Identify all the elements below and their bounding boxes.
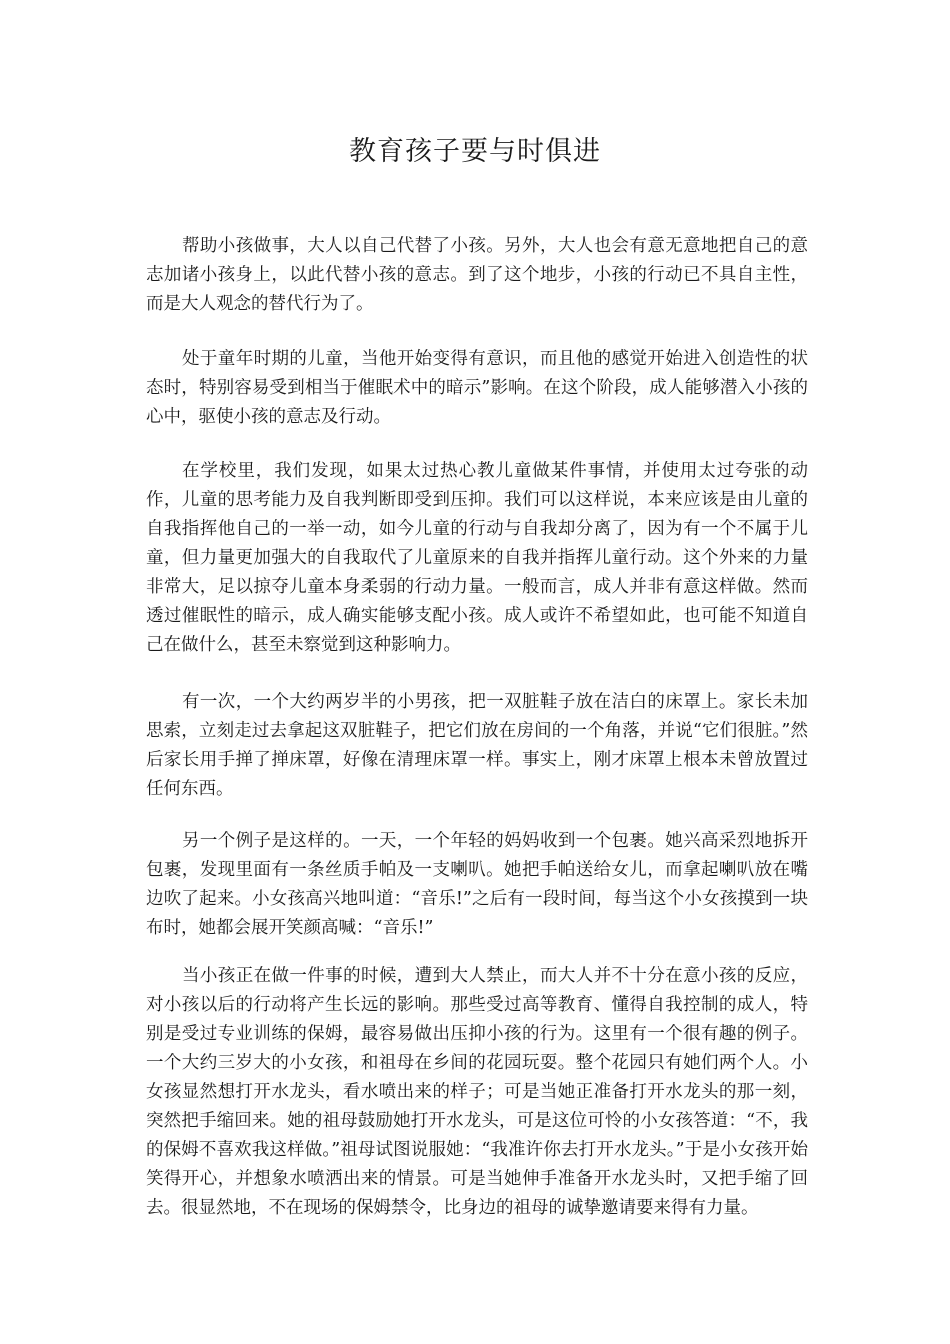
paragraph-4: 有一次，一个大约两岁半的小男孩，把一双脏鞋子放在洁白的床罩上。家长未加思索，立刻走过去拿起这双脏鞋子，把它们放在房间的一个角落，并说“它们很脏。”然后家长用手掸了掸床罩，好像在清理床罩一样。事实上，刚才床罩上根本未曾放置过任何东西。: [146, 692, 808, 799]
paragraph-2: 处于童年时期的儿童，当他开始变得有意识，而且他的感觉开始进入创造性的状态时，特别容易受到相当于催眠术中的暗示”影响。在这个阶段，成人能够潜入小孩的心中，驱使小孩的意志及行动。: [146, 349, 808, 427]
paragraph-3: 在学校里，我们发现，如果太过热心教儿童做某件事情，并使用太过夸张的动作，儿童的思考能力及自我判断即受到压抑。我们可以这样说，本来应该是由儿童的自我指挥他自己的一举一动，如今儿童的行动与自我却分离了，因为有一个不属于儿童，但力量更加强大的自我取代了儿童原来的自我并指挥儿童行动。这个外来的力量非常大，足以掠夺儿童本身柔弱的行动力量。一般而言，成人并非有意这样做。然而透过催眠性的暗示，成人确实能够支配小孩。成人或许不希望如此，也可能不知道自己在做什么，甚至未察觉到这种影响力。: [146, 461, 808, 655]
paragraph-6: 当小孩正在做一件事的时候，遭到大人禁止，而大人并不十分在意小孩的反应，对小孩以后的行动将产生长远的影响。那些受过高等教育、懂得自我控制的成人，特别是受过专业训练的保姆，最容易做出压抑小孩的行为。这里有一个很有趣的例子。一个大约三岁大的小女孩，和祖母在乡间的花园玩耍。整个花园只有她们两个人。小女孩显然想打开水龙头，看水喷出来的样子；可是当她正准备打开水龙头的那一刻，突然把手缩回来。她的祖母鼓励她打开水龙头，可是这位可怜的小女孩答道：“不，我的保姆不喜欢我这样做。”祖母试图说服她：“我准许你去打开水龙头。”于是小女孩开始笑得开心，并想象水喷洒出来的情景。可是当她伸手准备开水龙头时，又把手缩了回去。很显然地，不在现场的保姆禁令，比身边的祖母的诚挚邀请要来得有力量。: [146, 966, 808, 1218]
paragraph-1: 帮助小孩做事，大人以自己代替了小孩。另外，大人也会有意无意地把自己的意志加诸小孩身上，以此代替小孩的意志。到了这个地步，小孩的行动已不具自主性，而是大人观念的替代行为了。: [146, 236, 808, 314]
document-title: 教育孩子要与时俱进: [349, 136, 601, 167]
paragraph-5: 另一个例子是这样的。一天，一个年轻的妈妈收到一个包裹。她兴高采烈地拆开包裹，发现里面有一条丝质手帕及一支喇叭。她把手帕送给女儿，而拿起喇叭放在嘴边吹了起来。小女孩高兴地叫道：“音乐!”之后有一段时间，每当这个小女孩摸到一块布时，她都会展开笑颜高喊：“音乐!”: [146, 831, 808, 938]
